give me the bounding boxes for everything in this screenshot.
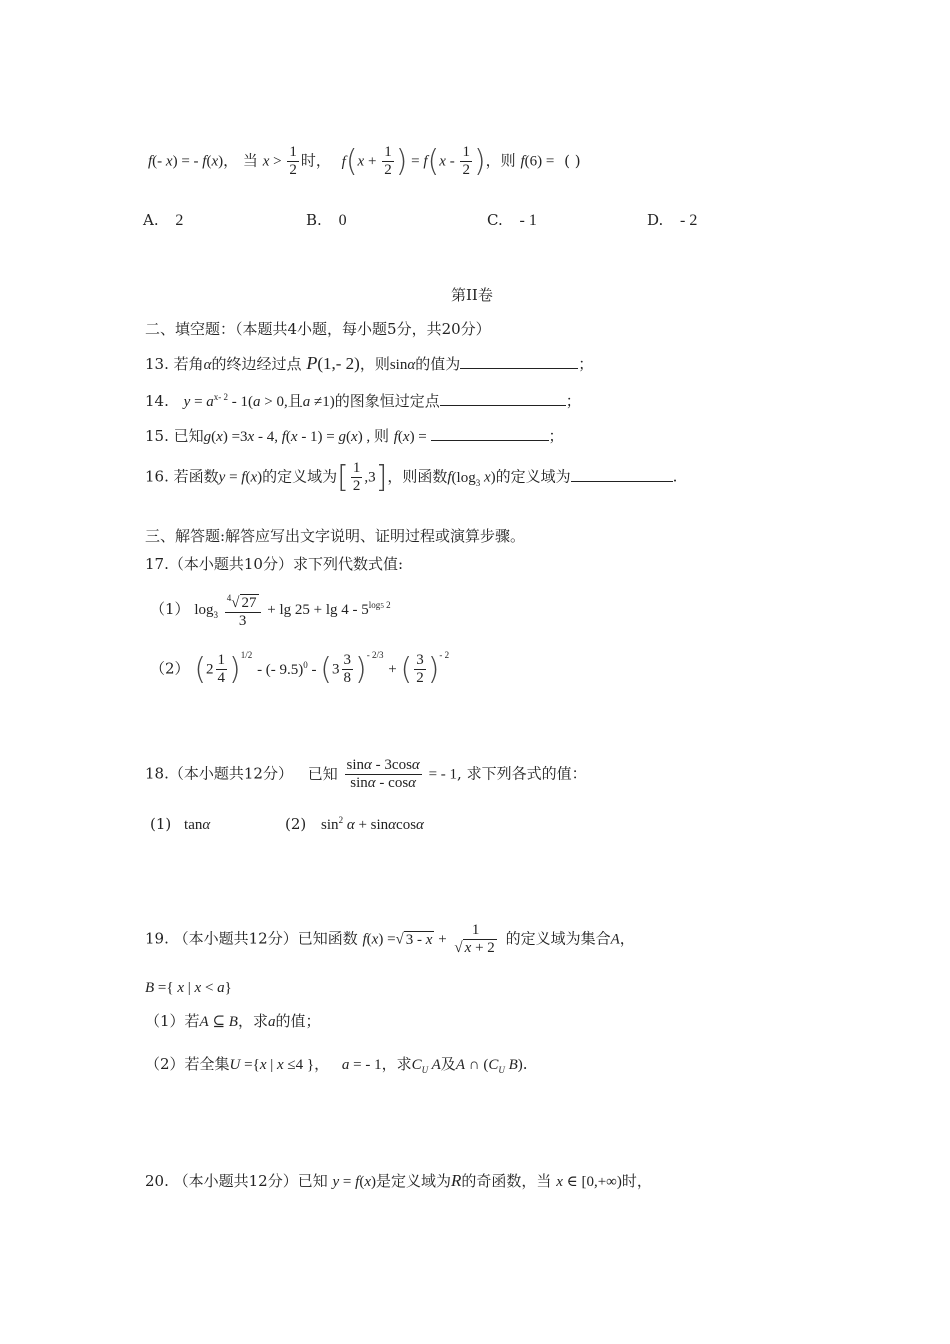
q20-text: 是定义域为 (375, 1172, 451, 1190)
q13-text: 若角 (173, 355, 204, 373)
question-14: 14. $y = a^{x- 2} - 1(a > 0$,且a ≠1)的图象恒过定点 ； (145, 389, 581, 411)
q18-parts: (1) tanα (2) $\sin^2 \alpha + \sin\alpha\cos\alpha$ (150, 815, 424, 833)
q17-part2: （2） (2 $\frac{1}{4}$ )$^{1/2}$ - (- 9.5)$^0$ - (3 $\frac{3}{8}$ )$^{- 2/3}$ + ( $\frac{3}{2}$ )$^{- 2}$ (150, 649, 450, 687)
q20-title: 20. （本小题共12分）已知 (145, 1172, 328, 1190)
q19-text: 的定义域为集合 (505, 929, 611, 948)
choice-value: 0 (338, 212, 347, 229)
part-label: （2） (150, 659, 190, 678)
answer-blank[interactable] (440, 389, 566, 406)
q16-text: . (672, 467, 678, 486)
part-label: （1） (150, 600, 190, 618)
choice-value: 2 (175, 212, 184, 229)
q19-text: （1）若 (145, 1012, 200, 1030)
q19-part2: （2）若全集U ={x | x ≤4 }， a = - 1，求$C_U$ A及A ∩ ($C_U$ B). (145, 1055, 528, 1075)
answer-blank[interactable] (460, 352, 578, 369)
q14-text: 的图象恒过定点 (334, 392, 440, 410)
question-number: 16. (145, 467, 169, 486)
q14-text: ； (565, 392, 581, 410)
choice-letter: D. (647, 211, 664, 229)
q19-text: （2）若全集 (145, 1055, 230, 1073)
q13-text: 的值为 (415, 355, 461, 373)
part2-header: 二、填空题：（本题共4小题，每小题5分，共20分） (145, 320, 491, 338)
q12-answer-paren: ( ) (564, 151, 581, 170)
part-label: (2) (285, 815, 307, 833)
q18-text: 已知 (307, 764, 338, 783)
q15-text: 已知 (173, 427, 204, 445)
q19-text: 的值； (275, 1012, 321, 1030)
q19-part1: （1）若A ⊆ B，求a的值； (145, 1012, 321, 1030)
q12-odd-function-formula: f (148, 153, 153, 170)
q12-condition-line: f(- x) = - f(x)， 当 x > $\frac{1}{2}$ 时， f(x + $\frac{1}{2}$ ) = f(x - $\frac{1}{2}$ )，则 f(6) = ( ) (148, 144, 581, 179)
q19-text: ，求 (381, 1055, 412, 1073)
q18-text: , 求下列各式的值： (457, 764, 587, 783)
question-number: 15. (145, 427, 169, 445)
answer-blank[interactable] (431, 424, 549, 441)
q17-title: 17.（本小题共10分）求下列代数式值: (145, 555, 403, 573)
q19-text: ，求 (237, 1012, 268, 1030)
part-label: (1) (150, 815, 172, 833)
q13-text: ； (578, 355, 594, 373)
q12-then-word: ，则 (485, 151, 516, 170)
q12-when-label: 当 (242, 151, 258, 170)
choice-letter: C. (487, 211, 503, 229)
q16-text: 若函数 (173, 467, 219, 486)
q12-periodic-formula: f (341, 153, 346, 170)
section-title: 第II卷 (451, 286, 493, 304)
choice-value: - 1 (519, 212, 537, 229)
question-13: 13. 若角α的终边经过点 P(1,- 2)，则sinα的值为 ； (145, 353, 594, 373)
q18-title: 18.（本小题共12分） (145, 764, 293, 783)
part3-header: 三、解答题:解答应写出文字说明、证明过程或演算步骤。 (145, 527, 526, 545)
choice-b (306, 211, 347, 230)
choice-a (143, 211, 183, 230)
q19-set-b: B ={ x | x < a} (145, 980, 232, 996)
q17-part1: （1） $\log_3$ $\frac{^4√ 27}{3}$ + $\lg 25 + \lg 4 - 5^{log5 2}$ (150, 590, 391, 630)
q19-title: 19. （本小题共12分）已知函数 (145, 929, 358, 948)
question-18: 18.（本小题共12分） 已知 $\frac{\sin\alpha - 3\cos\alpha}{\sin\alpha - \cos\alpha}$ = - 1, 求下列各式的值： (145, 757, 587, 791)
choice-value: - 2 (680, 212, 698, 229)
question-19: 19. （本小题共12分）已知函数 f(x) =√ 3 - x + $\frac{1}{√ x + 2}$ 的定义域为集合A， (145, 922, 635, 956)
q12-when-suffix: 时， (300, 151, 331, 170)
q13-text: 的终边经过点 (211, 355, 302, 373)
choice-c (487, 211, 537, 230)
question-number: 13. (145, 355, 169, 373)
q13-text: ，则 (359, 355, 390, 373)
q16-text: 的定义域为 (262, 467, 338, 486)
q20-text: 时， (621, 1172, 652, 1190)
question-20: 20. （本小题共12分）已知 y = f(x)是定义域为R的奇函数，当 x ∈ [0,+∞)时， (145, 1171, 652, 1190)
answer-blank[interactable] (571, 465, 673, 482)
choice-d (647, 211, 697, 230)
choice-letter: A. (143, 211, 159, 229)
question-16: 16. 若函数y = f(x)的定义域为[ $\frac{1}{2}$ ,3]，则函数$f(\log_3$ x)的定义域为 . (145, 460, 678, 495)
q20-text: 的奇函数，当 (461, 1172, 552, 1190)
choice-letter: B. (306, 211, 322, 229)
question-15: 15. 已知g(x) =3x - 4, f(x - 1) = g(x) , 则 f(x) = ； (145, 424, 564, 446)
question-number: 14. (145, 392, 169, 410)
q16-text: 的定义域为 (495, 467, 571, 486)
q16-text: ，则函数 (387, 467, 448, 486)
q15-text: ； (548, 427, 564, 445)
q19-text: 及 (440, 1055, 456, 1073)
